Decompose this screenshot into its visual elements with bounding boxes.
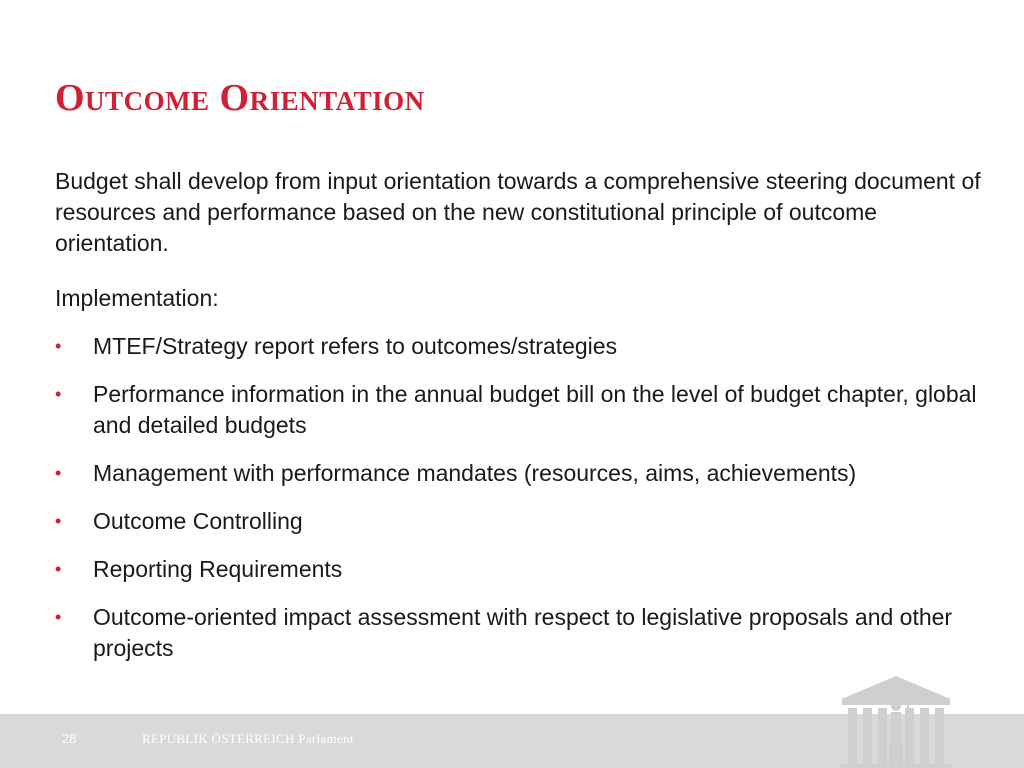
list-item bbox=[55, 554, 995, 585]
slide-title: Outcome Orientation bbox=[55, 77, 425, 119]
list-item bbox=[55, 602, 995, 664]
bullet-list bbox=[55, 331, 995, 681]
list-item bbox=[55, 331, 995, 362]
list-item bbox=[55, 379, 995, 441]
bullet-text: MTEF/Strategy report refers to outcomes/strategies bbox=[93, 333, 618, 359]
bullet-icon: • bbox=[55, 607, 62, 627]
page-number: 28 bbox=[62, 731, 77, 746]
list-item bbox=[55, 458, 995, 489]
bullet-text: Outcome-oriented impact assessment with respect to legislative proposals and other projects bbox=[93, 604, 953, 661]
parliament-building-icon bbox=[836, 668, 956, 768]
bullet-text: Performance information in the annual budget bill on the level of budget chapter, global and detailed budgets bbox=[93, 381, 977, 438]
bullet-icon: • bbox=[55, 559, 62, 579]
bullet-icon: • bbox=[55, 384, 62, 404]
bullet-text: Reporting Requirements bbox=[93, 556, 343, 582]
bullet-text: Management with performance mandates (resources, aims, achievements) bbox=[93, 460, 857, 486]
bullet-icon: • bbox=[55, 511, 62, 531]
implementation-label: Implementation: bbox=[55, 285, 219, 311]
bullet-icon: • bbox=[55, 463, 62, 483]
bullet-icon: • bbox=[55, 336, 62, 356]
list-item bbox=[55, 506, 995, 537]
footer-text: REPUBLIK ÖSTERREICH Parlament bbox=[142, 731, 354, 746]
bullet-text: Outcome Controlling bbox=[93, 508, 303, 534]
intro-paragraph: Budget shall develop from input orientation towards a comprehensive steering document of resources and performance based on the new constitutional principle of outcome orientation. bbox=[55, 168, 981, 256]
